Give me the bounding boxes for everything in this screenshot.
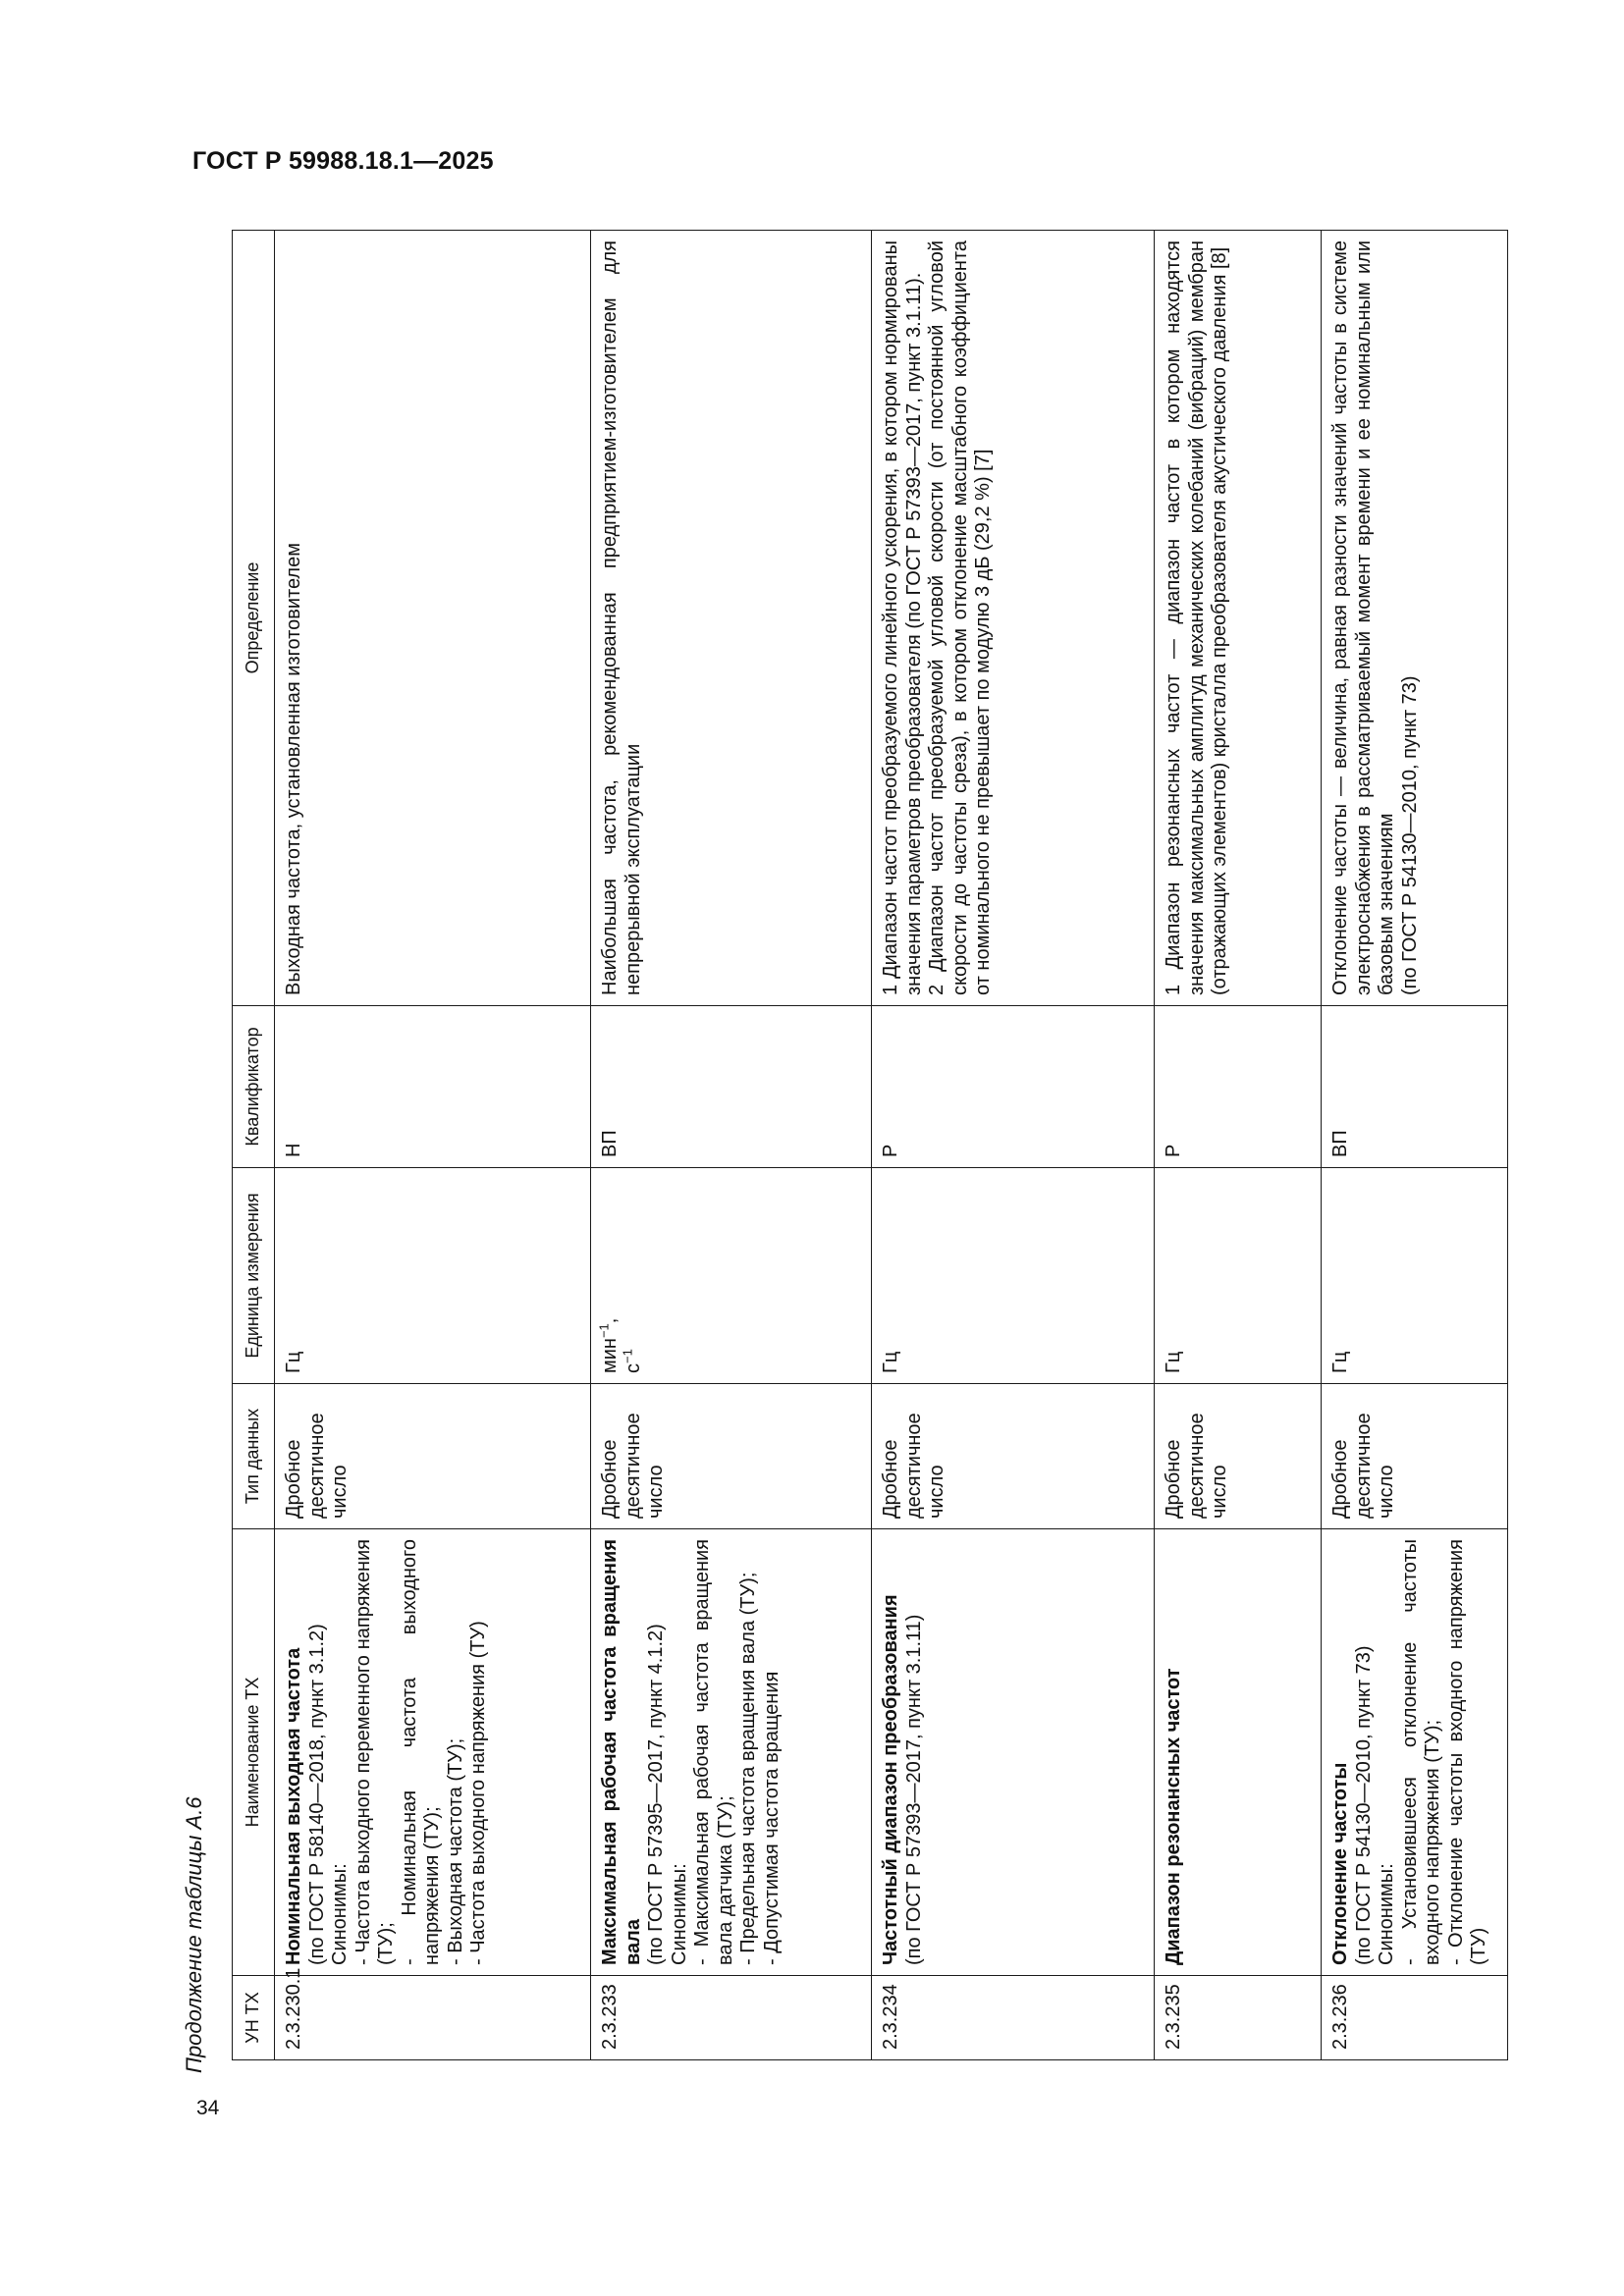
name-title: Номинальная выходная частота — [283, 1647, 304, 1965]
cell-id: 2.3.234 — [872, 1976, 1155, 2060]
table-row — [1155, 231, 1322, 2060]
cell-name — [1322, 1529, 1508, 1976]
table-row — [872, 231, 1155, 2060]
cell-type: Дробное десятичное число — [591, 1384, 872, 1529]
cell-id: 2.3.230.1 — [275, 1976, 591, 2060]
cell-id: 2.3.236 — [1322, 1976, 1508, 2060]
column-header-type: Тип данных — [233, 1384, 275, 1529]
cell-type: Дробное десятичное число — [872, 1384, 1155, 1529]
unit-min: мин — [599, 1338, 621, 1373]
cell-name — [1155, 1529, 1322, 1976]
table-container — [232, 231, 1498, 2060]
cell-definition — [591, 231, 872, 1006]
cell-type: Дробное десятичное число — [1322, 1384, 1508, 1529]
cell-id: 2.3.233 — [591, 1976, 872, 2060]
cell-unit: Гц — [1155, 1168, 1322, 1384]
table-row — [1322, 231, 1508, 2060]
cell-qualifier: ВП — [1322, 1006, 1508, 1168]
cell-qualifier: ВП — [591, 1006, 872, 1168]
cell-unit: Гц — [1322, 1168, 1508, 1384]
name-line: - Предельная частота вращения вала (ТУ); — [737, 1572, 759, 1965]
cell-name — [275, 1529, 591, 1976]
characteristics-table — [232, 230, 1508, 2060]
table-row — [275, 231, 591, 2060]
document-title: ГОСТ Р 59988.18.1—2025 — [192, 147, 494, 175]
name-line: - Выходная частота (ТУ); — [444, 1737, 466, 1965]
name-title: Максимальная рабочая частота вращения вала — [599, 1539, 644, 1965]
name-line: Синонимы: — [668, 1863, 690, 1965]
name-line: - Установившееся отклонение частоты входного напряжения (ТУ); — [1398, 1539, 1443, 1965]
cell-unit: Гц — [872, 1168, 1155, 1384]
cell-qualifier: Р — [1155, 1006, 1322, 1168]
name-line: - Частота выходного напряжения (ТУ) — [467, 1621, 489, 1965]
name-title: Диапазон резонансных частот — [1163, 1668, 1184, 1965]
name-line: - Отклонение частоты входного напряжения (ТУ) — [1444, 1539, 1489, 1965]
name-line: (по ГОСТ Р 54130—2010, пункт 73) — [1352, 1645, 1375, 1965]
cell-name — [591, 1529, 872, 1976]
cell-definition — [1155, 231, 1322, 1006]
column-header-id: УН ТХ — [233, 1976, 275, 2060]
name-line: (по ГОСТ Р 57395—2017, пункт 4.1.2) — [645, 1624, 667, 1965]
page-number: 34 — [196, 2097, 220, 2119]
definition-line: 1 Диапазон частот преобразуемого линейного ускорения, в котором нормированы значения параметров преобразователя (по ГОСТ Р 57393—2017, пункт 3.1.11). — [880, 240, 925, 995]
table-header-row — [233, 231, 275, 2060]
cell-definition — [275, 231, 591, 1006]
table-row — [591, 231, 872, 2060]
definition-line: 2 Диапазон частот преобразуемой угловой скорости (от постоянной угловой скорости до частоты среза), в котором отклонение масштабного коэффициента от номинального не превышает по модулю 3 дБ (29,2 %) [7] — [926, 240, 994, 995]
name-title: Частотный диапазон преобразования — [880, 1594, 901, 1965]
cell-name — [872, 1529, 1155, 1976]
column-header-unit: Единица измерения — [233, 1168, 275, 1384]
column-header-qualifier: Квалификатор — [233, 1006, 275, 1168]
unit-separator: , — [599, 1317, 621, 1324]
unit-sec: с — [622, 1363, 644, 1373]
unit-exponent: −1 — [619, 1349, 634, 1363]
definition-line: Выходная частота, установленная изготовителем — [283, 543, 304, 995]
definition-line: Наибольшая частота, рекомендованная предприятием-изготовителем для непрерывной эксплуатации — [599, 240, 644, 995]
cell-qualifier: Р — [872, 1006, 1155, 1168]
table-continuation-caption: Продолжение таблицы А.6 — [182, 1796, 206, 2073]
cell-definition — [872, 231, 1155, 1006]
name-line: (по ГОСТ Р 58140—2018, пункт 3.1.2) — [305, 1624, 328, 1965]
cell-definition — [1322, 231, 1508, 1006]
cell-type: Дробное десятичное число — [275, 1384, 591, 1529]
column-header-name: Наименование ТХ — [233, 1529, 275, 1976]
cell-qualifier: Н — [275, 1006, 591, 1168]
name-line: (по ГОСТ Р 57393—2017, пункт 3.1.11) — [902, 1614, 925, 1965]
name-title: Отклонение частоты — [1329, 1762, 1351, 1965]
name-line: Синонимы: — [1376, 1863, 1397, 1965]
cell-id: 2.3.235 — [1155, 1976, 1322, 2060]
definition-line: 1 Диапазон резонансных частот — диапазон частот в котором находятся значения максимальных амплитуд механических колебаний (вибраций) мембран (отражающих элементов) кристалла преобразователя акустического давления [8] — [1163, 240, 1230, 995]
cell-type: Дробное десятичное число — [1155, 1384, 1322, 1529]
definition-line: Отклонение частоты — величина, равная разности значений частоты в системе электроснабжения в рассматриваемый момент времени и ее номинальным или базовым значениям — [1329, 240, 1397, 995]
cell-unit — [591, 1168, 872, 1384]
name-line: Синонимы: — [329, 1863, 351, 1965]
cell-unit: Гц — [275, 1168, 591, 1384]
name-line: - Допустимая частота вращения — [760, 1671, 783, 1965]
name-line: - Номинальная частота выходного напряжения (ТУ); — [398, 1539, 443, 1965]
name-line: - Максимальная рабочая частота вращения вала датчика (ТУ); — [691, 1539, 736, 1965]
column-header-definition: Определение — [233, 231, 275, 1006]
name-line: - Частота выходного переменного напряжения (ТУ); — [352, 1539, 397, 1965]
unit-exponent: −1 — [596, 1323, 612, 1339]
definition-line: (по ГОСТ Р 54130—2010, пункт 73) — [1398, 675, 1421, 995]
